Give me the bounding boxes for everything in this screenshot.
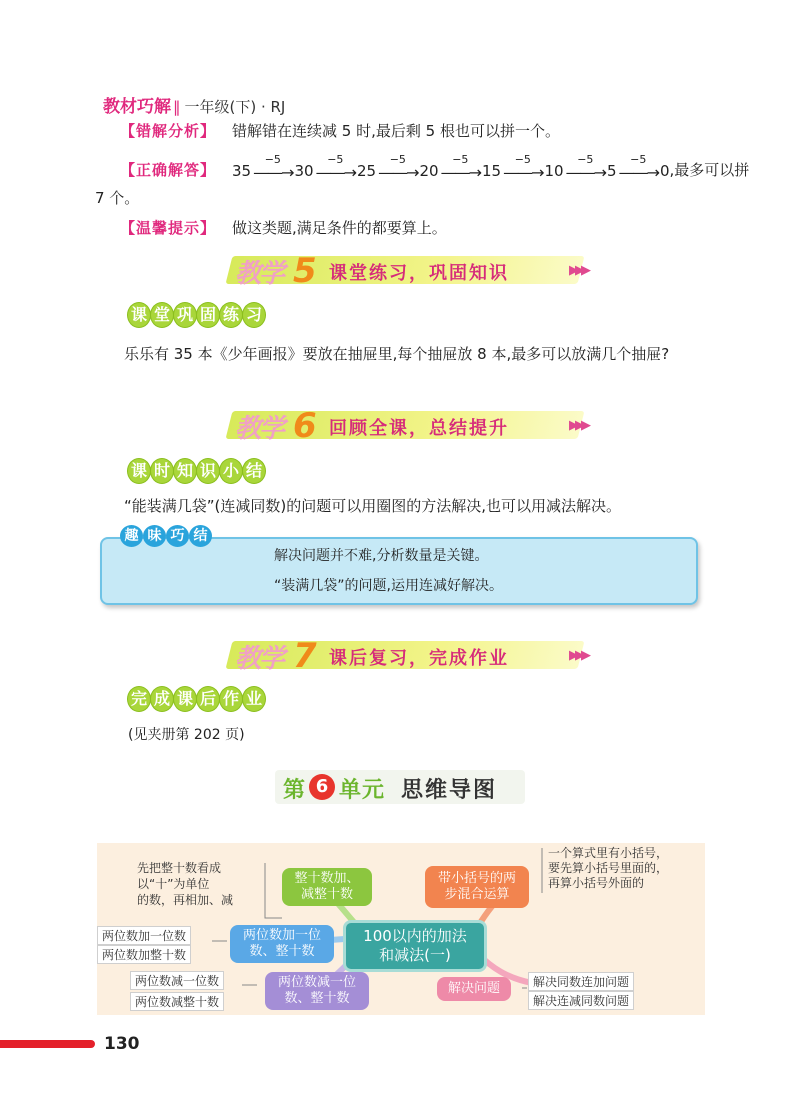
heading-char: 课: [174, 687, 196, 711]
arrow-icon: ——→: [315, 163, 356, 182]
chain-step-label: −5: [452, 153, 469, 166]
section-homework-heading: [128, 687, 265, 711]
leaf-bracket: [265, 863, 282, 918]
chain-tail: ,最多可以拼: [669, 161, 750, 179]
correct-answer: [120, 150, 749, 180]
banner-title: 课堂练习，巩固知识: [329, 263, 509, 284]
triple-arrow-icon: ▶▶▶: [569, 418, 587, 433]
summary-text: “能装满几袋”(连减同数)的问题可以用圈图的方法解决,也可以用减法解决。: [124, 497, 622, 515]
book-brand: 教材巧解: [103, 97, 171, 117]
chain-arrow: [619, 154, 658, 180]
heading-char: 小: [220, 459, 242, 483]
heading-char: 固: [197, 303, 219, 327]
banner-word: 教学: [235, 259, 284, 289]
node-line1: 两位数减一位: [277, 975, 356, 990]
node-line2: 数、整十数: [284, 991, 350, 1006]
leaf-repeated-addition: 解决同数连加问题: [528, 972, 634, 991]
arrow-icon: ——→: [378, 163, 418, 182]
chain-value: 5: [607, 162, 617, 180]
leaf-tens-explanation: [137, 860, 265, 908]
chain-arrow: [441, 154, 480, 180]
chain-value: 10: [544, 162, 564, 180]
step6-banner: [229, 406, 593, 446]
leaf-repeated-subtraction: 解决连减同数问题: [528, 991, 634, 1010]
leaf-line: 以“十”为单位: [137, 877, 210, 891]
arrow-icon: ——→: [253, 163, 293, 182]
banner-word: 教学: [235, 414, 284, 444]
leaf-two-digit-minus-tens: 两位数减整十数: [130, 992, 224, 1011]
warm-tip-tag: 【温馨提示】: [120, 219, 217, 237]
heading-char: 知: [174, 459, 196, 483]
chain-step-label: −5: [514, 153, 531, 166]
mindmap-node-two-digit-sub: [265, 972, 369, 1010]
heading-char: 识: [197, 459, 219, 483]
arrow-icon: ——→: [565, 163, 606, 182]
banner-word: 教学: [235, 644, 284, 674]
arrow-icon: ——→: [503, 163, 543, 182]
step7-banner: [229, 636, 593, 676]
leaf-two-digit-plus-one: 两位数加一位数: [97, 926, 191, 945]
heading-char: 巩: [174, 303, 196, 327]
unit-title: 思维导图: [401, 778, 498, 803]
node-line2: 数、整十数: [249, 944, 315, 959]
footer-red-bar: [0, 1040, 95, 1048]
banner-number: 5: [293, 251, 317, 291]
node-line1: 两位数加一位: [242, 928, 321, 943]
label-char: 味: [143, 525, 166, 547]
label-char: 巧: [166, 525, 189, 547]
center-line1: 100以内的加法: [363, 927, 467, 945]
chain-value: 0: [659, 162, 670, 180]
chain-value: 30: [294, 162, 314, 180]
chain-arrow: [503, 154, 542, 180]
label-char: 趣: [120, 525, 143, 547]
section-summary-heading: [128, 459, 265, 483]
triple-arrow-icon: ▶▶▶: [569, 648, 587, 663]
chain-step-label: −5: [630, 153, 647, 166]
mindmap-node-two-digit-add: [230, 925, 334, 963]
unit-word: 单元: [339, 778, 386, 803]
chain-value: 25: [357, 162, 377, 180]
correct-answer-tag: 【正确解答】: [120, 161, 217, 179]
chain-value: 20: [419, 162, 439, 180]
leaf-line: 再算小括号外面的: [548, 876, 645, 890]
heading-char: 结: [243, 459, 265, 483]
banner-title: 回顾全课，总结提升: [329, 418, 509, 439]
banner-title: 课后复习，完成作业: [329, 648, 509, 669]
chain-arrow: [253, 154, 292, 180]
heading-char: 时: [151, 459, 173, 483]
leaf-two-digit-plus-tens: 两位数加整十数: [97, 945, 191, 964]
fun-rhyme-label: [120, 525, 212, 547]
heading-char: 练: [220, 303, 242, 327]
chain-step-label: −5: [389, 153, 406, 166]
chain-value: 35: [232, 162, 252, 180]
mindmap-node-parentheses: [425, 866, 529, 908]
node-line1: 带小括号的两: [437, 871, 516, 886]
error-analysis-tag: 【错解分析】: [120, 122, 217, 140]
fun-rhyme-line1: 解决问题并不难,分析数量是关键。: [274, 548, 489, 564]
practice-question: 乐乐有 35 本《少年画报》要放在抽屉里,每个抽屉放 8 本,最多可以放满几个抽屉?: [124, 345, 670, 363]
unit-prefix: 第: [283, 778, 306, 803]
arrow-icon: ——→: [618, 163, 658, 182]
chain-arrow: [378, 154, 417, 180]
heading-char: 后: [197, 687, 219, 711]
page-header: [103, 92, 285, 117]
subtraction-chain: [232, 154, 749, 180]
banner-number: 6: [293, 406, 317, 446]
chain-step-label: −5: [577, 153, 594, 166]
homework-reference: (见夹册第 202 页): [128, 727, 245, 743]
page-number: 130: [104, 1034, 140, 1054]
unit-mindmap-banner: [275, 770, 525, 804]
error-analysis-text: 错解错在连续减 5 时,最后剩 5 根也可以拼一个。: [232, 122, 560, 140]
banner-number: 7: [293, 636, 317, 676]
heading-char: 成: [151, 687, 173, 711]
leaf-parentheses-rule: [548, 846, 704, 891]
triple-arrow-icon: ▶▶▶: [569, 263, 587, 278]
node-line1: 整十数加、: [294, 871, 360, 886]
heading-char: 完: [128, 687, 150, 711]
mindmap-node-tens-add-sub: [282, 868, 372, 906]
leaf-line: 的数，再相加、减: [137, 893, 234, 907]
leaf-line: 一个算式里有小括号，: [548, 846, 669, 860]
heading-char: 业: [243, 687, 265, 711]
mindmap-node-problem-solving: 解决问题: [437, 977, 511, 1001]
heading-char: 习: [243, 303, 265, 327]
node-line2: 步混合运算: [444, 887, 510, 902]
correct-answer-continuation: 7 个。: [95, 189, 140, 207]
node-line2: 减整十数: [300, 887, 353, 902]
heading-char: 课: [128, 459, 150, 483]
label-char: 结: [189, 525, 212, 547]
chain-arrow: [316, 154, 355, 180]
warm-tip-text: 做这类题,满足条件的都要算上。: [232, 219, 447, 237]
warm-tip: [120, 217, 447, 238]
heading-char: 作: [220, 687, 242, 711]
step5-banner: [229, 251, 593, 291]
fun-rhyme-line2: “装满几袋”的问题,运用连减好解决。: [274, 578, 503, 594]
chain-value: 15: [482, 162, 502, 180]
chain-step-label: −5: [327, 153, 344, 166]
chain-step-label: −5: [264, 153, 281, 166]
leaf-line: 先把整十数看成: [137, 861, 222, 875]
leaf-two-digit-minus-one: 两位数减一位数: [130, 971, 224, 990]
mindmap-center-node: [343, 920, 487, 972]
heading-char: 课: [128, 303, 150, 327]
unit-number: 6: [309, 774, 335, 800]
header-divider: ‖: [173, 98, 181, 116]
book-grade: 一年级(下) · RJ: [184, 98, 286, 116]
section-practice-heading: [128, 303, 265, 327]
error-analysis: [120, 120, 560, 141]
arrow-icon: ——→: [440, 163, 481, 182]
heading-char: 堂: [151, 303, 173, 327]
chain-arrow: [566, 154, 605, 180]
center-line2: 和减法(一): [379, 946, 451, 964]
leaf-line: 要先算小括号里面的，: [548, 861, 669, 875]
